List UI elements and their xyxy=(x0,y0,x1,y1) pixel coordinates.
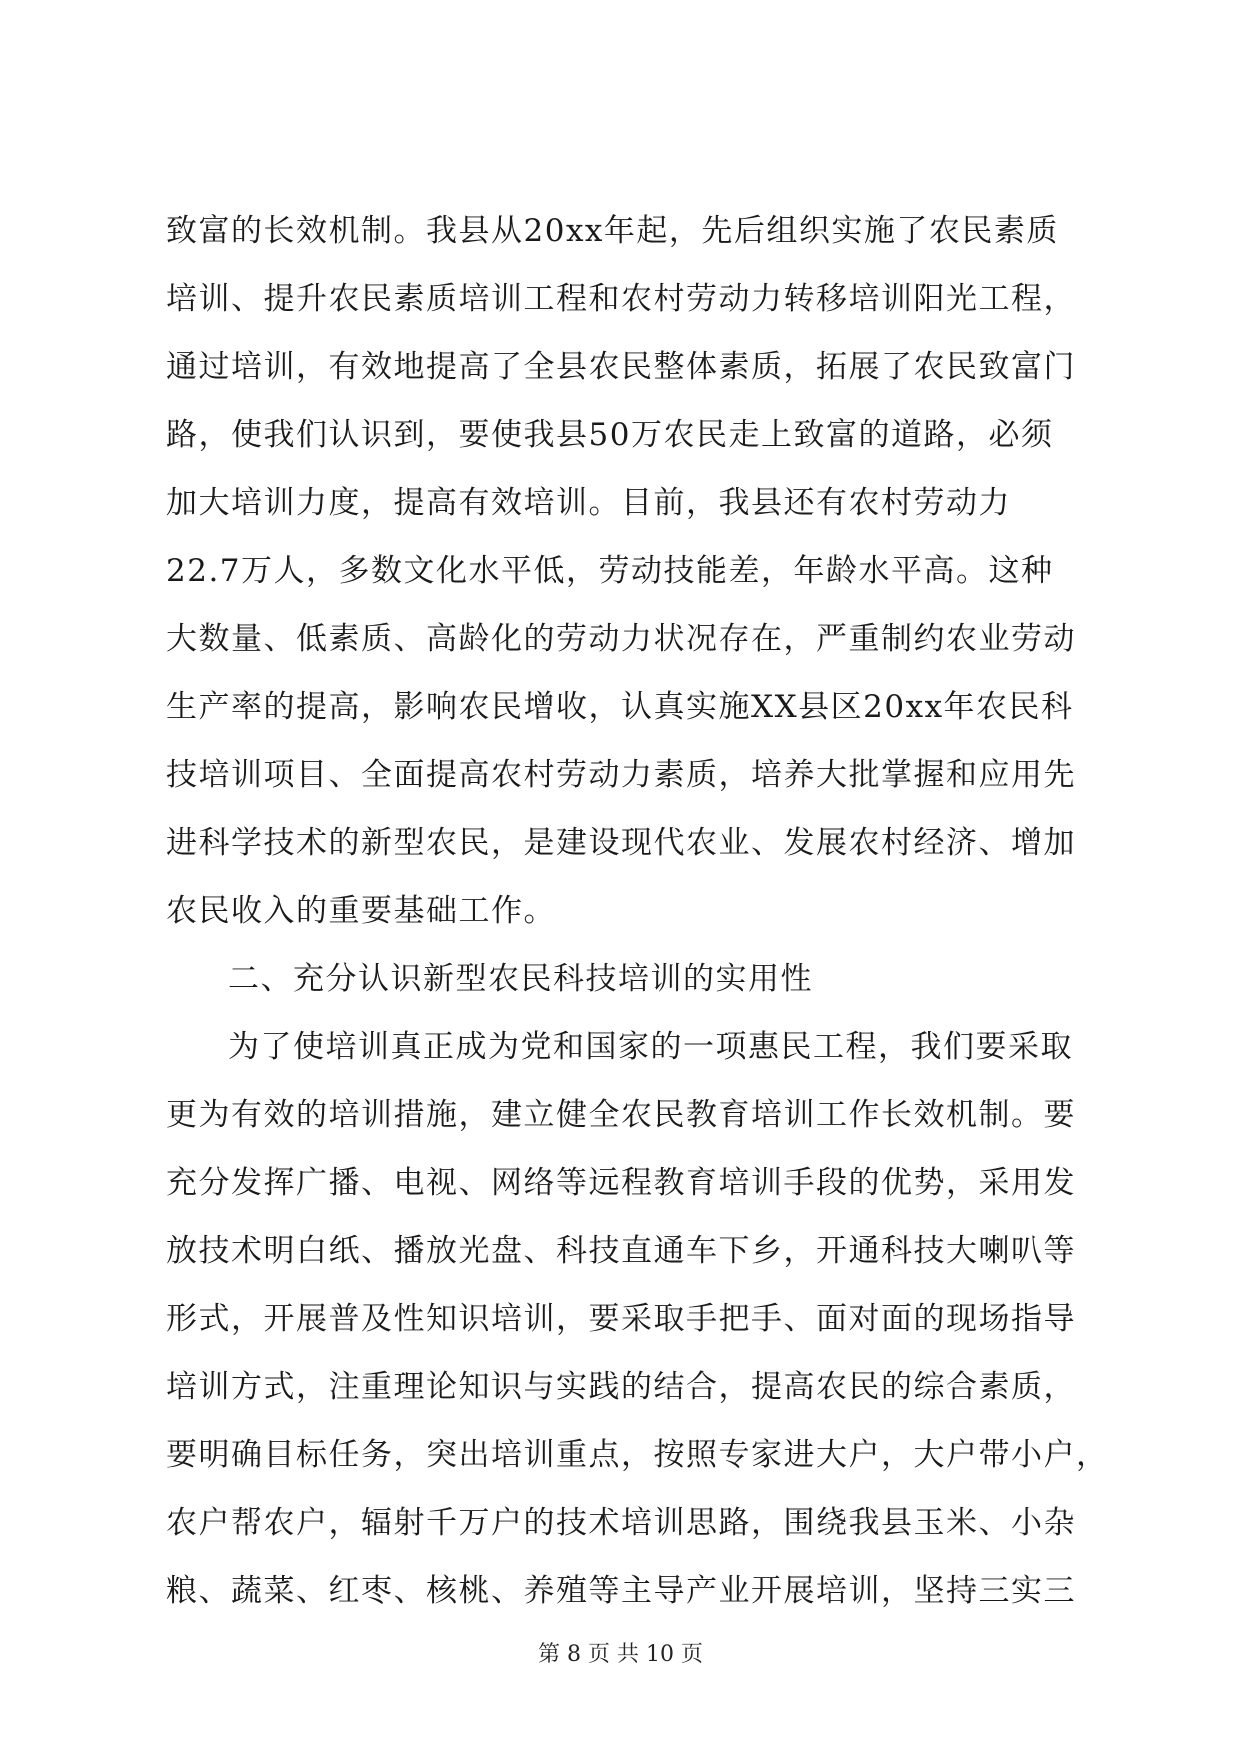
section-heading: 二、充分认识新型农民科技培训的实用性 xyxy=(228,961,813,997)
text-line: 进科学技术的新型农民，是建设现代农业、发展农村经济、增加 xyxy=(166,825,1076,861)
text-line: 放技术明白纸、播放光盘、科技直通车下乡，开通科技大喇叭等 xyxy=(166,1233,1076,1269)
text-line: 培训方式，注重理论知识与实践的结合，提高农民的综合素质， xyxy=(166,1369,1076,1405)
text-line: 路，使我们认识到，要使我县50万农民走上致富的道路，必须 xyxy=(166,417,1054,453)
body-text xyxy=(166,197,1109,1625)
text-line: 为了使培训真正成为党和国家的一项惠民工程，我们要采取 xyxy=(228,1029,1073,1065)
text-line: 要明确目标任务，突出培训重点，按照专家进大户，大户带小户， xyxy=(166,1437,1109,1473)
text-line: 形式，开展普及性知识培训，要采取手把手、面对面的现场指导 xyxy=(166,1301,1076,1337)
text-line: 技培训项目、全面提高农村劳动力素质，培养大批掌握和应用先 xyxy=(166,757,1076,793)
text-line: 生产率的提高，影响农民增收，认真实施XX县区20xx年农民科 xyxy=(166,689,1074,725)
text-line: 通过培训，有效地提高了全县农民整体素质，拓展了农民致富门 xyxy=(166,349,1076,385)
text-line: 更为有效的培训措施，建立健全农民教育培训工作长效机制。要 xyxy=(166,1097,1076,1133)
text-line: 致富的长效机制。我县从20xx年起，先后组织实施了农民素质 xyxy=(166,213,1059,249)
text-line: 大数量、低素质、高龄化的劳动力状况存在，严重制约农业劳动 xyxy=(166,621,1076,657)
text-line: 粮、蔬菜、红枣、核桃、养殖等主导产业开展培训，坚持三实三 xyxy=(166,1573,1076,1609)
page-number-footer: 第 8 页 共 10 页 xyxy=(538,1642,703,1667)
text-line: 农民收入的重要基础工作。 xyxy=(166,893,556,929)
text-line: 22.7万人，多数文化水平低，劳动技能差，年龄水平高。这种 xyxy=(166,553,1054,589)
text-line: 培训、提升农民素质培训工程和农村劳动力转移培训阳光工程， xyxy=(166,281,1076,317)
text-line: 加大培训力度，提高有效培训。目前，我县还有农村劳动力 xyxy=(166,485,1011,521)
text-line: 充分发挥广播、电视、网络等远程教育培训手段的优势，采用发 xyxy=(166,1165,1076,1201)
text-line: 农户帮农户，辐射千万户的技术培训思路，围绕我县玉米、小杂 xyxy=(166,1505,1076,1541)
